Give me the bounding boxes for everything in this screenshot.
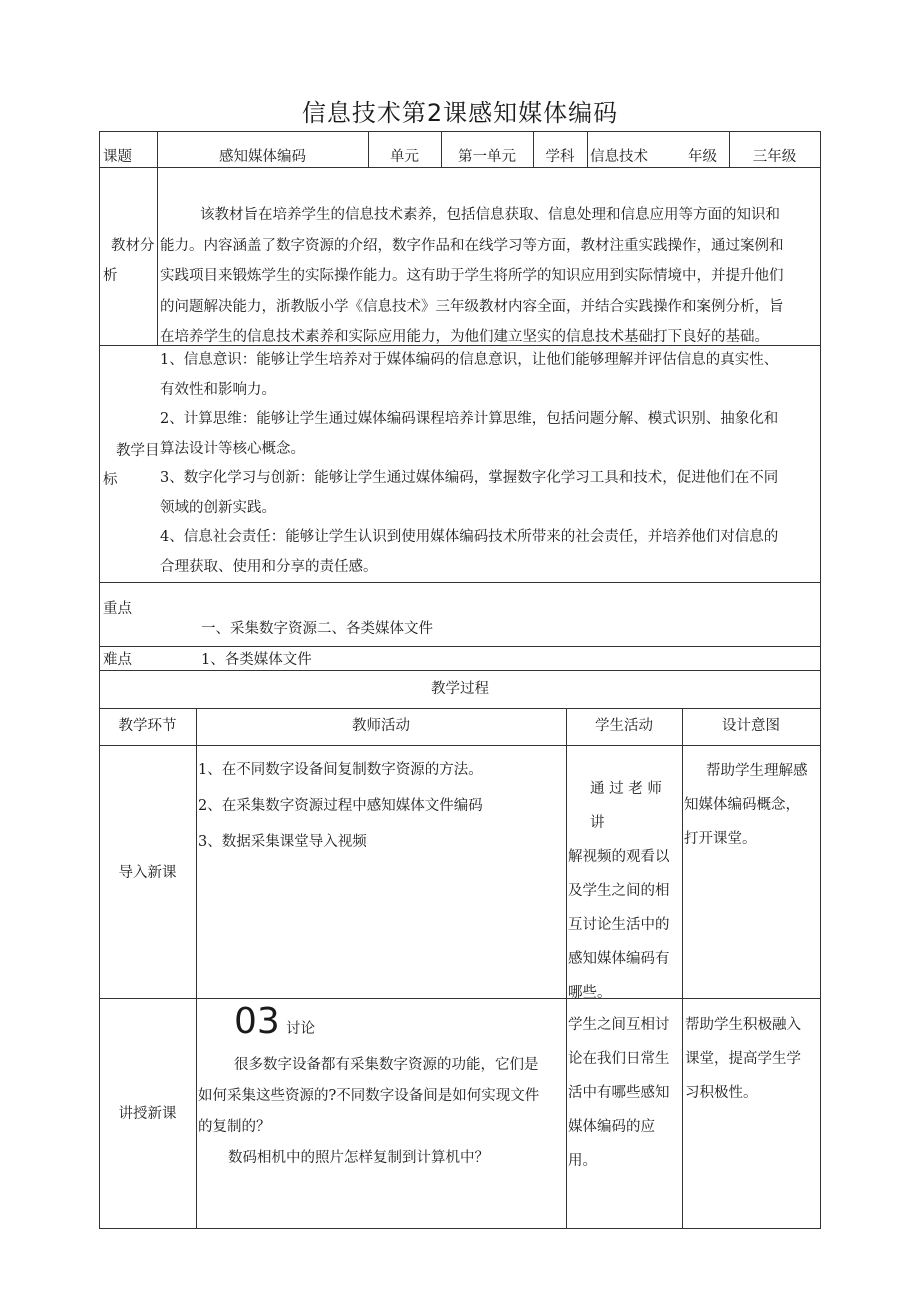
lecture-teacher-line: 数码相机中的照片怎样复制到计算机中？ [228,1150,489,1166]
intro-student-line: 感知媒体编码有 [568,951,670,967]
analysis-line: 的问题解决能力，浙教版小学《信息技术》三年级教材内容全面，并结合实践操作和案例分析，旨 [160,298,784,315]
goal-line: 合理获取、使用和分享的责任感。 [160,558,378,575]
difficulty-label: 难点 [103,652,132,668]
lecture-student-line: 论在我们日常生 [568,1051,670,1067]
column-header-teacher: 教师活动 [352,718,410,734]
lecture-student-line: 媒体编码的应用。 [568,1119,655,1169]
grade-label: 年级 [688,149,717,165]
grade-value: 三年级 [752,149,797,165]
intro-student [568,772,680,1010]
intro-teacher-line: 2、在采集数字资源过程中感知媒体文件编码 [198,798,483,814]
lecture-teacher [198,1050,566,1174]
goal-line: 有效性和影响力。 [160,381,276,398]
lecture-student-line: 活中有哪些感知 [568,1085,670,1101]
analysis-text [160,200,820,353]
subject-value: 信息技术 [590,149,648,165]
section-number-caption: 讨论 [286,1021,315,1037]
intro-stage: 导入新课 [118,865,177,881]
analysis-label-line-2: 析 [103,268,118,284]
analysis-line: 实践项目来锻炼学生的实际操作能力。这有助于学生将所学的知识应用到实际情境中，并提升他们 [160,268,784,284]
goal-line: 1、信息意识：能够让学生培养对于媒体编码的信息意识，让他们能够理解并评估信息的真实性、 [160,352,779,368]
unit-value: 第一单元 [458,149,516,165]
lecture-intent-line: 课堂，提高学生学 [685,1051,801,1067]
column-header-stage: 教学环节 [118,718,177,734]
goal-line: 2、计算思维：能够让学生通过媒体编码课程培养计算思维，包括问题分解、模式识别、抽象化和 [160,411,779,427]
intro-student-line: 及学生之间的相 [568,883,670,899]
intro-intent-line: 帮助学生理解感 [706,763,808,779]
lecture-stage: 讲授新课 [118,1106,177,1122]
column-header-intent: 设计意图 [722,718,780,734]
intro-intent-line: 知媒体编码概念， [684,797,800,813]
column-header-student: 学生活动 [595,718,653,734]
goal-line: 3、数字化学习与创新：能够让学生通过媒体编码，掌握数字化学习工具和技术，促进他们在不同 [160,470,779,486]
goals-text [160,346,820,582]
intro-teacher [198,752,564,860]
intro-student-line: 互讨论生活中的 [568,917,670,933]
analysis-label-line-1: 教材分 [111,238,155,254]
section-number: 03 [234,1001,280,1042]
key-points-value: 一、采集数字资源二、各类媒体文件 [201,621,433,637]
key-points-label: 重点 [103,601,132,617]
goals-label-line-2: 标 [103,472,118,488]
intro-teacher-line: 3、数据采集课堂导入视频 [198,834,367,850]
process-title: 教学过程 [431,681,489,697]
subject-label: 学科 [545,149,575,165]
intro-intent [684,754,820,856]
lecture-teacher-line: 很多数字设备都有采集数字资源的功能，它们是 [234,1057,539,1073]
analysis-line: 在培养学生的信息技术素养和实际应用能力，为他们建立坚实的信息技术基础打下良好的基础。 [160,329,769,345]
page-title: 信息技术第2课感知媒体编码 [301,99,619,127]
unit-label: 单元 [390,149,419,165]
intro-student-line: 哪些。 [568,985,612,1001]
goal-line: 领域的创新实践。 [160,499,276,516]
analysis-line: 该教材旨在培养学生的信息技术素养，包括信息获取、信息处理和信息应用等方面的知识和 [200,207,780,223]
lecture-intent [685,1008,820,1110]
intro-student-line: 解视频的观看以 [568,849,670,865]
topic-label: 课题 [103,149,132,165]
topic-value: 感知媒体编码 [219,149,306,165]
lecture-teacher-line: 的复制的？ [198,1119,271,1135]
lecture-teacher-line: 如何采集这些资源的?不同数字设备间是如何实现文件 [198,1088,540,1104]
difficulty-value: 1、各类媒体文件 [201,652,312,668]
goal-line: 算法设计等核心概念。 [160,440,305,457]
goal-line: 4、信息社会责任：能够让学生认识到使用媒体编码技术所带来的社会责任，并培养他们对信息的 [160,529,779,545]
lecture-student-line: 学生之间互相讨 [568,1017,670,1033]
intro-student-line: 通 过 老 师 讲 [590,781,662,831]
lecture-student [568,1008,682,1178]
lecture-intent-line: 帮助学生积极融入 [685,1017,801,1033]
analysis-line: 能力。内容涵盖了数字资源的介绍，数字作品和在线学习等方面，教材注重实践操作，通过案例和 [160,237,784,254]
lecture-intent-line: 习积极性。 [685,1085,758,1101]
intro-intent-line: 打开课堂。 [684,831,757,847]
intro-teacher-line: 1、在不同数字设备间复制数字资源的方法。 [198,762,483,778]
goals-label-line-1: 教学目 [116,443,160,459]
